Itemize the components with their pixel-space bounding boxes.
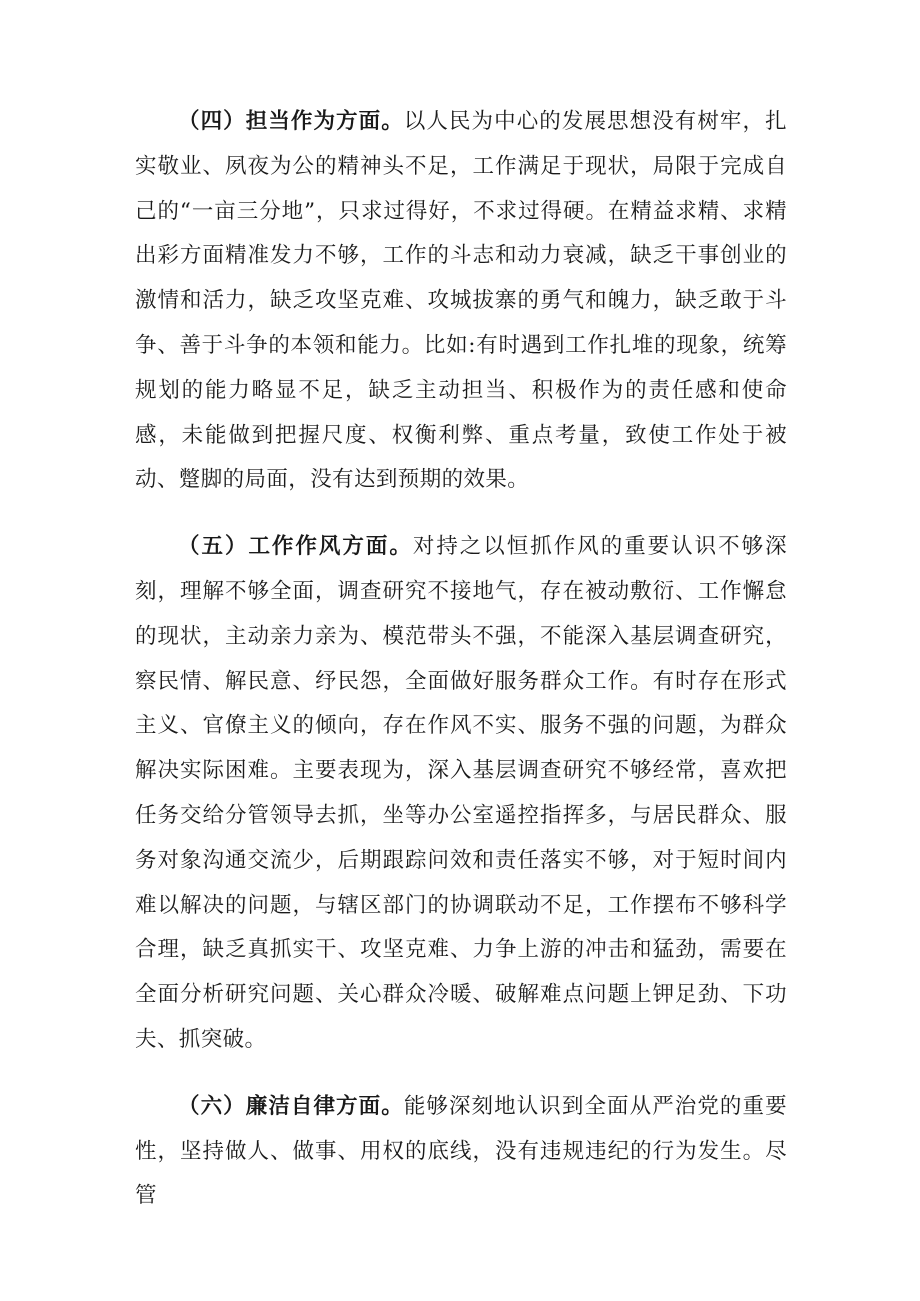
section-heading-integrity: （六）廉洁自律方面。 [178,1093,404,1119]
paragraph-work-style [135,525,787,1063]
section-heading-responsibility: （四）担当作为方面。 [178,109,404,134]
paragraph-body-responsibility: 以人民为中心的发展思想没有树牢，扎实敬业、夙夜为公的精神头不足，工作满足于现状，局限于完成自己的“一亩三分地”，只求过得好，不求过得硬。在精益求精、求精出彩方面精准发力不够，工作的斗志和动力衰减，缺乏干事创业的激情和活力，缺乏攻坚克难、攻城拔寨的勇气和魄力，缺乏敢于斗争、善于斗争的本领和能力。比如:有时遇到工作扎堆的现象，统筹规划的能力略显不足，缺乏主动担当、积极作为的责任感和使命感，未能做到把握尺度、权衡利弊、重点考量，致使工作处于被动、蹩脚的局面，没有达到预期的效果。 [135,109,787,493]
paragraph-body-work-style: 对持之以恒抓作风的重要认识不够深刻，理解不够全面，调查研究不接地气，存在被动敷衍、工作懈怠的现状，主动亲力亲为、模范带头不强，不能深入基层调查研究，察民情、解民意、纾民怨，全面做好服务群众工作。有时存在形式主义、官僚主义的倾向，存在作风不实、服务不强的问题，为群众解决实际困难。主要表现为，深入基层调查研究不够经常，喜欢把任务交给分管领导去抓，坐等办公室遥控指挥多，与居民群众、服务对象沟通交流少，后期跟踪问效和责任落实不够，对于短时间内难以解决的问题，与辖区部门的协调联动不足，工作摆布不够科学合理，缺乏真抓实干、攻坚克难、力争上游的冲击和猛劲，需要在全面分析研究问题、关心群众冷暖、破解难点问题上钾足劲、下功夫、抓突破。 [135,534,787,1052]
document-page [135,100,787,1219]
paragraph-body-integrity: 能够深刻地认识到全面从严治党的重要性，坚持做人、做事、用权的底线，没有违规违纪的行为发生。尽管 [135,1093,787,1209]
paragraph-integrity [135,1085,787,1219]
section-heading-work-style: （五）工作作风方面。 [178,534,413,560]
paragraph-responsibility [135,100,787,503]
